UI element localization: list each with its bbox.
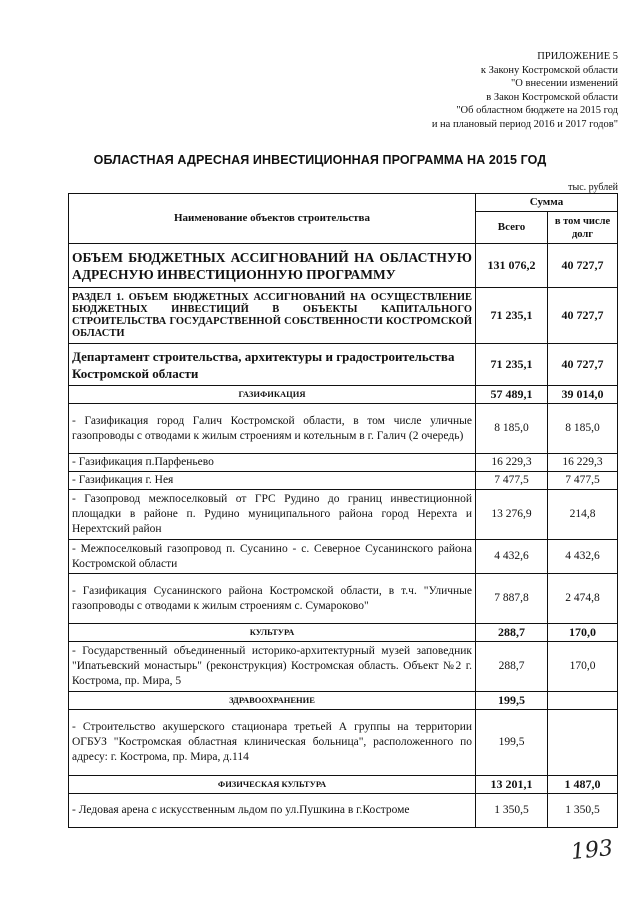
header-line: "О внесении изменений [511, 78, 618, 89]
row-debt: 214,8 [548, 490, 618, 540]
row-name: Департамент строительства, архитектуры и градостроительства Костромской области [69, 344, 476, 386]
row-total: 13 201,1 [476, 776, 548, 794]
appendix-header [432, 50, 618, 131]
row-total: 57 489,1 [476, 386, 548, 404]
row-total: 131 076,2 [476, 244, 548, 288]
row-debt: 170,0 [548, 642, 618, 692]
row-name: - Ледовая арена с искусственным льдом по ул.Пушкина в г.Костроме [69, 794, 476, 828]
column-header-sum: Сумма [476, 194, 618, 212]
row-total: 7 887,8 [476, 574, 548, 624]
header-line: "Об областном бюджете на 2015 год [456, 105, 618, 116]
row-total: 13 276,9 [476, 490, 548, 540]
column-header-name: Наименование объектов строительства [69, 194, 476, 244]
table-row [69, 490, 618, 540]
row-total: 199,5 [476, 710, 548, 776]
row-debt: 1 350,5 [548, 794, 618, 828]
row-name: ЗДРАВООХРАНЕНИЕ [69, 692, 476, 710]
row-name: - Межпоселковый газопровод п. Сусанино - с. Северное Сусанинского района Костромской области [69, 540, 476, 574]
row-debt: 39 014,0 [548, 386, 618, 404]
table-row [69, 710, 618, 776]
table-row [69, 794, 618, 828]
table-row [69, 472, 618, 490]
table-row [69, 454, 618, 472]
row-total: 199,5 [476, 692, 548, 710]
table-header-row [69, 194, 618, 212]
row-debt: 40 727,7 [548, 244, 618, 288]
category-row [69, 624, 618, 642]
row-debt: 2 474,8 [548, 574, 618, 624]
table-row [69, 404, 618, 454]
row-name: - Газификация город Галич Костромской области, в том числе уличные газопроводы с отводами к жилым строениям и котельным в г. Галич (2 очередь) [69, 404, 476, 454]
row-name: ФИЗИЧЕСКАЯ КУЛЬТУРА [69, 776, 476, 794]
column-header-debt: в том числе долг [548, 212, 618, 244]
table-row [69, 344, 618, 386]
row-debt [548, 692, 618, 710]
row-name: - Газификация Сусанинского района Костромской области, в т.ч. "Уличные газопроводы с отводами к жилым строениям с. Сумароково" [69, 574, 476, 624]
document-title: ОБЛАСТНАЯ АДРЕСНАЯ ИНВЕСТИЦИОННАЯ ПРОГРАММА НА 2015 ГОД [93, 153, 547, 167]
row-total: 7 477,5 [476, 472, 548, 490]
row-total: 288,7 [476, 642, 548, 692]
table-row [69, 244, 618, 288]
row-debt: 7 477,5 [548, 472, 618, 490]
row-name: - Газопровод межпоселковый от ГРС Рудино до границ инвестиционной площадки в районе п. Рудино муниципального района город Нерехта и Нерехтский район [69, 490, 476, 540]
row-name: ГАЗИФИКАЦИЯ [69, 386, 476, 404]
row-total: 8 185,0 [476, 404, 548, 454]
header-line: и на плановый период 2016 и 2017 годов" [431, 118, 618, 130]
investment-table [68, 193, 618, 828]
row-name: - Газификация п.Парфеньево [69, 454, 476, 472]
row-debt: 40 727,7 [548, 288, 618, 344]
table-row [69, 574, 618, 624]
table-row [69, 642, 618, 692]
table-row [69, 540, 618, 574]
row-total: 16 229,3 [476, 454, 548, 472]
row-total: 71 235,1 [476, 344, 548, 386]
table-row [69, 288, 618, 344]
header-line: в Закон Костромской области [486, 91, 618, 103]
row-debt: 40 727,7 [548, 344, 618, 386]
row-debt: 16 229,3 [548, 454, 618, 472]
row-name: КУЛЬТУРА [69, 624, 476, 642]
header-line: ПРИЛОЖЕНИЕ 5 [537, 51, 618, 62]
row-total: 288,7 [476, 624, 548, 642]
category-row [69, 386, 618, 404]
row-debt: 4 432,6 [548, 540, 618, 574]
row-name: РАЗДЕЛ 1. ОБЪЕМ БЮДЖЕТНЫХ АССИГНОВАНИЙ НА ОСУЩЕСТВЛЕНИЕ БЮДЖЕТНЫХ ИНВЕСТИЦИЙ В ОБЪЕКТЫ КАПИТАЛЬНОГО СТРОИТЕЛЬСТВА ГОСУДАРСТВЕННОЙ СОБСТВЕННОСТИ КОСТРОМСКОЙ ОБЛАСТИ [69, 288, 476, 344]
category-row [69, 692, 618, 710]
row-debt: 170,0 [548, 624, 618, 642]
row-name: - Строительство акушерского стационара третьей А группы на территории ОГБУЗ "Костромская областная клиническая больница", расположенного по адресу: г. Кострома, пр. Мира, д.114 [69, 710, 476, 776]
column-header-total: Всего [476, 212, 548, 244]
row-debt [548, 710, 618, 776]
row-debt: 8 185,0 [548, 404, 618, 454]
header-line: к Закону Костромской области [480, 64, 618, 76]
units-label: тыс. рублей [568, 182, 618, 193]
row-name: ОБЪЕМ БЮДЖЕТНЫХ АССИГНОВАНИЙ НА ОБЛАСТНУЮ АДРЕСНУЮ ИНВЕСТИЦИОННУЮ ПРОГРАММУ [69, 244, 476, 288]
row-debt: 1 487,0 [548, 776, 618, 794]
row-name: - Газификация г. Нея [69, 472, 476, 490]
row-total: 4 432,6 [476, 540, 548, 574]
row-total: 1 350,5 [476, 794, 548, 828]
row-total: 71 235,1 [476, 288, 548, 344]
handwritten-page-number: 193 [569, 835, 615, 866]
row-name: - Государственный объединенный историко-архитектурный музей заповедник "Ипатьевский монастырь" (реконструкция) Костромская область. Объект №2 г. Кострома, пр. Мира, 5 [69, 642, 476, 692]
category-row [69, 776, 618, 794]
